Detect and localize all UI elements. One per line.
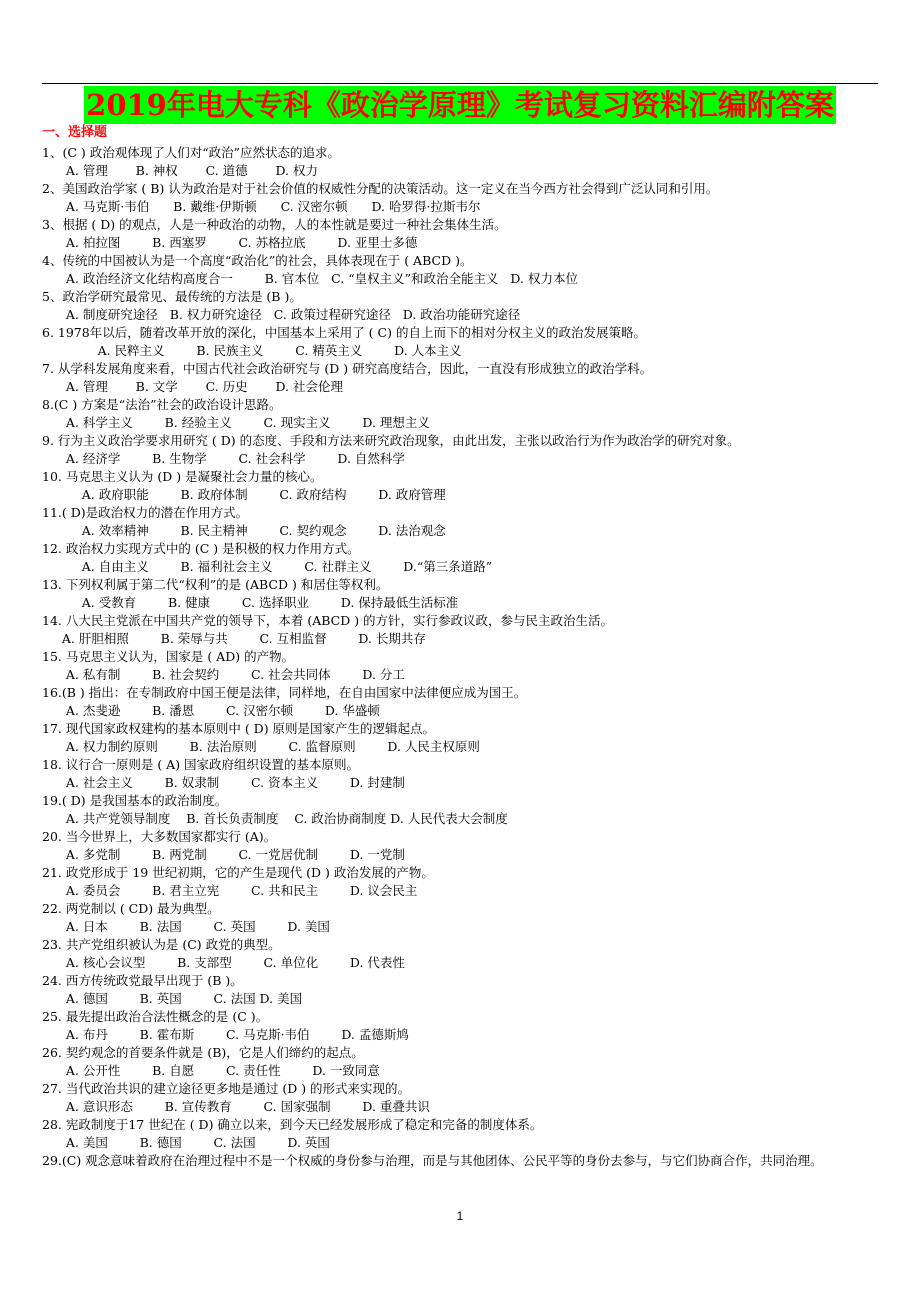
question-text: 26. 契约观念的首要条件就是 (B)，它是人们缔约的起点。 — [42, 1045, 364, 1060]
question-options: A. 核心会议型 B. 支部型 C. 单位化 D. 代表性 — [42, 955, 405, 970]
question-item — [42, 1152, 882, 1188]
question-item — [42, 324, 882, 360]
question-item — [42, 1080, 882, 1116]
question-text: 17. 现代国家政权建构的基本原则中 ( D) 原则是国家产生的逻辑起点。 — [42, 721, 436, 736]
question-item — [42, 972, 882, 1008]
question-item — [42, 828, 882, 864]
question-item — [42, 612, 882, 648]
question-text: 1、(C ) 政治观体现了人们对“政治”应然状态的追求。 — [42, 145, 340, 160]
question-text: 25. 最先提出政治合法性概念的是 (C )。 — [42, 1009, 269, 1024]
question-item — [42, 792, 882, 828]
title-wrap — [0, 86, 920, 124]
question-text: 15. 马克思主义认为，国家是 ( AD) 的产物。 — [42, 649, 295, 664]
question-options: A. 柏拉图 B. 西塞罗 C. 苏格拉底 D. 亚里士多德 — [42, 235, 418, 250]
question-item — [42, 504, 882, 540]
question-text: 11.( D)是政治权力的潜在作用方式。 — [42, 505, 249, 520]
question-text: 24. 西方传统政党最早出现于 (B )。 — [42, 973, 243, 988]
question-options: A. 经济学 B. 生物学 C. 社会科学 D. 自然科学 — [42, 451, 405, 466]
question-options: A. 肝胆相照 B. 荣辱与共 C. 互相监督 D. 长期共存 — [42, 631, 426, 646]
question-options: A. 自由主义 B. 福利社会主义 C. 社群主义 D.“第三条道路” — [42, 559, 493, 574]
question-text: 22. 两党制以 ( CD) 最为典型。 — [42, 901, 220, 916]
question-options: A. 委员会 B. 君主立宪 C. 共和民主 D. 议会民主 — [42, 883, 418, 898]
question-text: 23. 共产党组织被认为是 (C) 政党的典型。 — [42, 937, 281, 952]
question-options: A. 布丹 B. 霍布斯 C. 马克斯·韦伯 D. 孟德斯鸠 — [42, 1027, 409, 1042]
question-text: 2、美国政治学家 ( B) 认为政治是对于社会价值的权威性分配的决策活动。这一定义在当今西方社会得到广泛认同和引用。 — [42, 181, 719, 196]
question-item — [42, 720, 882, 756]
question-item — [42, 540, 882, 576]
question-item — [42, 468, 882, 504]
header-rule — [42, 83, 878, 84]
question-item — [42, 684, 882, 720]
question-options: A. 政府职能 B. 政府体制 C. 政府结构 D. 政府管理 — [42, 487, 446, 502]
question-item — [42, 432, 882, 468]
question-item — [42, 360, 882, 396]
question-options: A. 制度研究途径 B. 权力研究途径 C. 政策过程研究途径 D. 政治功能研究途径 — [42, 307, 521, 322]
question-options: A. 受教育 B. 健康 C. 选择职业 D. 保持最低生活标准 — [42, 595, 459, 610]
question-options: A. 多党制 B. 两党制 C. 一党居优制 D. 一党制 — [42, 847, 405, 862]
question-text: 28. 宪政制度于17 世纪在 ( D) 确立以来，到今天已经发展形成了稳定和完备的制度体系。 — [42, 1117, 543, 1132]
question-text: 7. 从学科发展角度来看，中国古代社会政治研究与 (D ) 研究高度结合，因此，一直没有形成独立的政治学科。 — [42, 361, 653, 376]
question-options: A. 共产党领导制度 B. 首长负责制度 C. 政治协商制度 D. 人民代表大会制度 — [42, 811, 508, 826]
question-item — [42, 900, 882, 936]
question-options: A. 公开性 B. 自愿 C. 责任性 D. 一致同意 — [42, 1063, 380, 1078]
question-options: A. 管理 B. 神权 C. 道德 D. 权力 — [42, 163, 318, 178]
question-text: 14. 八大民主党派在中国共产党的领导下，本着 (ABCD ) 的方针，实行参政议政，参与民主政治生活。 — [42, 613, 614, 628]
question-text: 16.(B ) 指出：在专制政府中国王便是法律，同样地，在自由国家中法律便应成为国王。 — [42, 685, 527, 700]
question-options: A. 政治经济文化结构高度合一 B. 官本位 C. “皇权主义”和政治全能主义 D. 权力本位 — [42, 271, 578, 286]
question-text: 8.(C ) 方案是“法治”社会的政治设计思路。 — [42, 397, 282, 412]
question-item — [42, 1044, 882, 1080]
question-item — [42, 180, 882, 216]
question-text: 6. 1978年以后，随着改革开放的深化，中国基本上采用了 ( C) 的自上而下的相对分权主义的政治发展策略。 — [42, 325, 646, 340]
question-item — [42, 936, 882, 972]
question-options: A. 日本 B. 法国 C. 英国 D. 美国 — [42, 919, 330, 934]
question-list — [42, 144, 882, 1188]
question-options: A. 杰斐逊 B. 潘恩 C. 汉密尔顿 D. 华盛顿 — [42, 703, 380, 718]
question-item — [42, 288, 882, 324]
question-item — [42, 1116, 882, 1152]
question-options: A. 马克斯·韦伯 B. 戴维·伊斯顿 C. 汉密尔顿 D. 哈罗得·拉斯韦尔 — [42, 199, 481, 214]
question-item — [42, 864, 882, 900]
question-text: 13. 下列权利属于第二代“权利”的是 (ABCD ) 和居住等权利。 — [42, 577, 389, 592]
question-item — [42, 756, 882, 792]
question-options: A. 意识形态 B. 宣传教育 C. 国家强制 D. 重叠共识 — [42, 1099, 430, 1114]
question-text: 12. 政治权力实现方式中的 (C ) 是积极的权力作用方式。 — [42, 541, 360, 556]
question-item — [42, 648, 882, 684]
page-number: 1 — [456, 1209, 464, 1223]
question-text: 18. 议行合一原则是 ( A) 国家政府组织设置的基本原则。 — [42, 757, 360, 772]
question-options: A. 科学主义 B. 经验主义 C. 现实主义 D. 理想主义 — [42, 415, 430, 430]
question-options: A. 德国 B. 英国 C. 法国 D. 美国 — [42, 991, 303, 1006]
question-options: A. 美国 B. 德国 C. 法国 D. 英国 — [42, 1135, 330, 1150]
page-title: 2019年电大专科《政治学原理》考试复习资料汇编附答案 — [86, 88, 834, 122]
question-text: 10. 马克思主义认为 (D ) 是凝聚社会力量的核心。 — [42, 469, 323, 484]
question-item — [42, 396, 882, 432]
question-item — [42, 576, 882, 612]
question-text: 19.( D) 是我国基本的政治制度。 — [42, 793, 228, 808]
question-item — [42, 1008, 882, 1044]
question-text: 4、传统的中国被认为是一个高度“政治化”的社会，具体表现在于 ( ABCD )。 — [42, 253, 473, 268]
question-text: 29.(C) 观念意味着政府在治理过程中不是一个权威的身份参与治理，而是与其他团体、公民平等的身份去参与，与它们协商合作，共同治理。 — [42, 1153, 823, 1168]
question-item — [42, 252, 882, 288]
question-options: A. 权力制约原则 B. 法治原则 C. 监督原则 D. 人民主权原则 — [42, 739, 480, 754]
question-options: A. 民粹主义 B. 民族主义 C. 精英主义 D. 人本主义 — [42, 343, 462, 358]
question-options: A. 社会主义 B. 奴隶制 C. 资本主义 D. 封建制 — [42, 775, 405, 790]
question-text: 3、根据 ( D) 的观点，人是一种政治的动物，人的本性就是要过一种社会集体生活。 — [42, 217, 507, 232]
question-text: 9. 行为主义政治学要求用研究 ( D) 的态度、手段和方法来研究政治现象，由此出发，主张以政治行为作为政治学的研究对象。 — [42, 433, 740, 448]
question-item — [42, 216, 882, 252]
question-text: 21. 政党形成于 19 世纪初期，它的产生是现代 (D ) 政治发展的产物。 — [42, 865, 434, 880]
question-options: A. 私有制 B. 社会契约 C. 社会共同体 D. 分工 — [42, 667, 405, 682]
question-item — [42, 144, 882, 180]
question-text: 5、政治学研究最常见、最传统的方法是 (B )。 — [42, 289, 302, 304]
question-options: A. 管理 B. 文学 C. 历史 D. 社会伦理 — [42, 379, 343, 394]
question-text: 20. 当今世界上，大多数国家都实行 (A)。 — [42, 829, 277, 844]
question-text: 27. 当代政治共识的建立途径更多地是通过 (D ) 的形式来实现的。 — [42, 1081, 411, 1096]
section-heading: 一、选择题 — [42, 125, 108, 140]
question-options: A. 效率精神 B. 民主精神 C. 契约观念 D. 法治观念 — [42, 523, 446, 538]
